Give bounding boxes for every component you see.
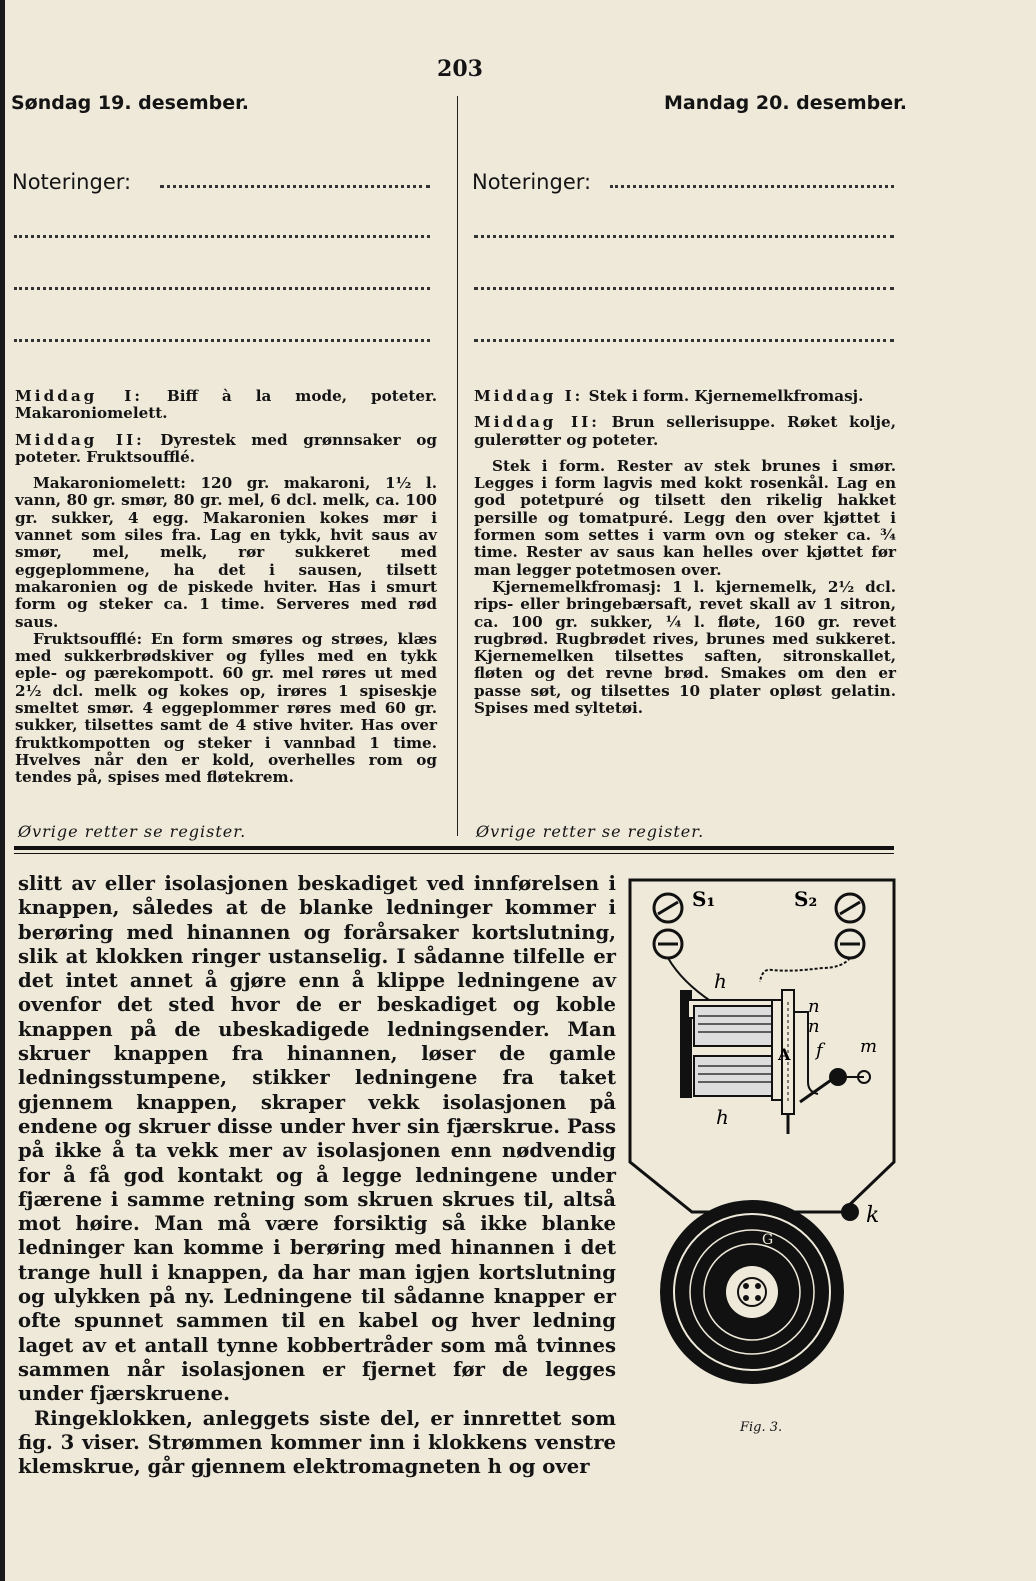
right-menu-1 bbox=[474, 388, 896, 405]
body-paragraph: Ringeklokken, anleggets siste del, er innrettet som fig. 3 viser. Strømmen kommer inn i klokkens venstre klemskrue, går gjennem elektromagneten h og over bbox=[18, 1406, 616, 1479]
bell-diagram bbox=[622, 872, 904, 1412]
label-m: m bbox=[860, 1036, 878, 1057]
recipe-title: Stek i form. bbox=[492, 456, 606, 475]
hammer-arm bbox=[800, 1078, 834, 1102]
menu-label: Middag II: bbox=[474, 413, 600, 432]
left-notes-dotline bbox=[14, 287, 430, 290]
right-recipe-1 bbox=[474, 458, 896, 579]
menu-label: Middag I: bbox=[15, 387, 143, 405]
label-n2: n bbox=[808, 1016, 820, 1037]
right-notes-dotline bbox=[610, 185, 894, 188]
main-body-text bbox=[18, 872, 616, 1479]
recipe-text: Rester av stek brunes i smør. Legges i form lagvis med kokt rosenkål. Lag en god potetpuré og tilsett den rikelig hakket persille og tomatpuré. Legg den over kjøttet i formen som settes i varm ovn og steker ca. ¾ time. Rester av saus kan helles over kjøttet før man legger potetmosen over. bbox=[474, 456, 896, 579]
left-recipe-2 bbox=[15, 631, 437, 787]
label-f: f bbox=[816, 1040, 823, 1061]
right-recipe-2 bbox=[474, 579, 896, 717]
bell-diagram-figure bbox=[622, 872, 904, 1412]
left-notes-dotline bbox=[14, 235, 430, 238]
left-day-heading: Søndag 19. desember. bbox=[11, 92, 250, 114]
recipe-title: Makaroniomelett: bbox=[33, 474, 186, 493]
recipe-title: Kjernemelkfromasj: bbox=[492, 577, 662, 596]
body-paragraph: slitt av eller isolasjonen beskadiget ved innførelsen i knappen, således at de blanke ledninger kommer i berøring med hinannen og forårsaker kortslutning, slik at klokken ringer ustanselig. I sådanne tilfelle er det intet annet å gjøre enn å klippe ledningene av ovenfor det sted hvor de er beskadiget og koble knappen på de ubeskadigede ledningsender. Man skruer knappen fra hinannen, løser de gamle ledningsstumpene, stikker ledningene fra taket gjennem knappen, skraper vekk isolasjonen på endene og skruer disse under hver sin fjærskrue. Pass på ikke å ta vekk mer av isolasjonen enn nødvendig for å få god kontakt og å legge ledningene under fjærene i samme retning som skruen skrues til, altså mot høire. Man må være forsiktig så ikke blanke ledninger kan komme i berøring med hinannen i det trange hull i knappen, da har man igjen kortslutning og ulykken på ny. Ledningene til sådanne knapper er ofte spunnet sammen til en kabel og hver ledning laget av et antall tynne kobbertråder som må tvinnes sammen når isolasjonen er fjernet før de legges under fjærskruene. bbox=[18, 872, 616, 1406]
recipe-text: 1 l. kjernemelk, 2½ dcl. rips- eller bringebærsaft, revet skall av 1 sitron, ca. 100 gr. sukker, ¼ l. fløte, 160 gr. revet rugbrød. Rugbrødet rives, brunes med sukkeret. Kjernemelken tilsettes saften, sitronskallet, fløten og det revne brød. Smakes om den er passe søt, og tilsettes 10 plater opløst gelatin. Spises med syltetøi. bbox=[474, 577, 896, 718]
menu-text: Stek i form. Kjernemelkfromasj. bbox=[588, 387, 864, 405]
label-a: A bbox=[778, 1045, 791, 1064]
menu-label: Middag I: bbox=[474, 387, 584, 405]
left-notes-dotline bbox=[14, 339, 430, 342]
right-day-heading: Mandag 20. desember. bbox=[664, 92, 908, 114]
right-notes-label: Noteringer: bbox=[472, 170, 592, 194]
left-see-register: Øvrige retter se register. bbox=[18, 822, 247, 841]
right-notes-dotline bbox=[474, 235, 894, 238]
label-s1: S₁ bbox=[692, 887, 716, 911]
right-recipe-column bbox=[474, 388, 896, 717]
label-h-top: h bbox=[714, 969, 727, 993]
left-notes-label: Noteringer: bbox=[12, 170, 132, 194]
page-edge bbox=[0, 0, 5, 1581]
label-n1: n bbox=[808, 996, 820, 1017]
menu-text: Brun sellerisuppe. Røket kolje, gulerøtter og poteter. bbox=[474, 413, 896, 449]
menu-label: Middag II: bbox=[15, 430, 145, 449]
right-menu-2 bbox=[474, 414, 896, 449]
figure-caption: Fig. 3. bbox=[740, 1420, 783, 1435]
wire-coil bbox=[760, 958, 850, 982]
electromagnet-coil bbox=[694, 1006, 776, 1046]
clapper-knob-icon bbox=[841, 1203, 859, 1221]
recipe-title: Fruktsoufflé: bbox=[33, 629, 143, 648]
section-rule-thin bbox=[14, 853, 894, 854]
column-divider bbox=[457, 96, 458, 836]
electromagnet-coil bbox=[694, 1056, 776, 1096]
left-menu-2 bbox=[15, 432, 437, 467]
label-k: k bbox=[866, 1203, 880, 1228]
label-s2: S₂ bbox=[794, 887, 818, 911]
left-menu-1 bbox=[15, 388, 437, 423]
left-notes-dotline bbox=[160, 185, 430, 188]
left-recipe-1 bbox=[15, 475, 437, 631]
menu-text: Dyrestek med grønnsaker og poteter. Fruktsoufflé. bbox=[15, 430, 437, 466]
right-notes-dotline bbox=[474, 287, 894, 290]
recipe-text: En form smøres og strøes, klæs med sukkerbrødskiver og fylles med en tykk eple- og pærekompott. 60 gr. mel røres ut med 2½ dcl. melk og kokes op, irøres 1 spiseskje smeltet smør. 4 eggeplommer røres med 60 gr. sukker, tilsettes samt de 4 stive hviter. Has over fruktkompotten og steker i vannbad 1 time. Hvelves når den er kold, overhelles rom og tendes på, spises med fløtekrem. bbox=[15, 629, 437, 787]
page-number: 203 bbox=[437, 56, 483, 82]
recipe-text: 120 gr. makaroni, 1½ l. vann, 80 gr. smør, 80 gr. mel, 6 dcl. melk, ca. 100 gr. sukker, 4 egg. Makaronien kokes mør i vannet som siles fra. Lag en tykk, hvit saus av smør, mel, melk, rør sukkeret med eggeplommene, ha det i sausen, tilsett makaronien og de piskede hviter. Has i smurt form og steker ca. 1 time. Serveres med rød saus. bbox=[15, 474, 437, 631]
label-h-bottom: h bbox=[716, 1105, 729, 1129]
label-g: G bbox=[762, 1232, 774, 1248]
left-recipe-column bbox=[15, 388, 437, 787]
section-rule-thick bbox=[14, 846, 894, 850]
menu-text: Biff à la mode, poteter. Makaroniomelett. bbox=[15, 387, 437, 423]
right-see-register: Øvrige retter se register. bbox=[476, 822, 705, 841]
right-notes-dotline bbox=[474, 339, 894, 342]
